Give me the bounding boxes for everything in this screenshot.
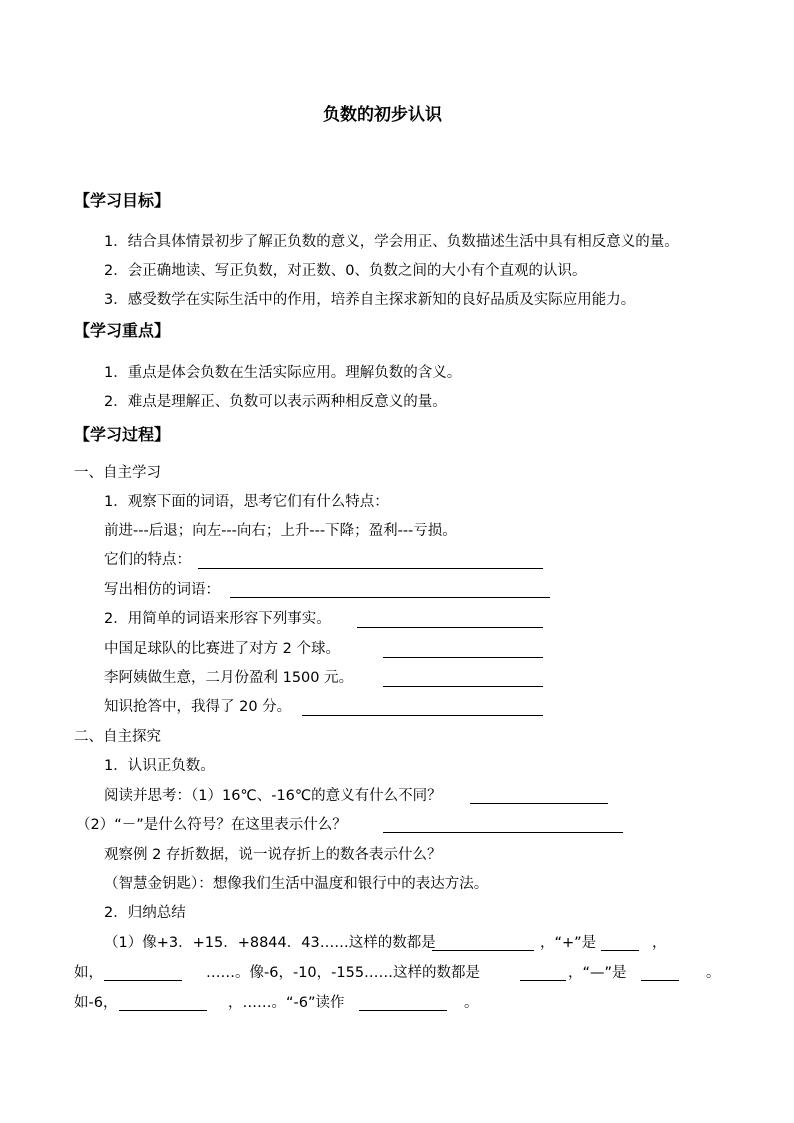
summary-text: ，“+”是 <box>540 935 597 951</box>
fact-3-blank[interactable] <box>302 715 543 716</box>
part1-title: 一、自主学习 <box>74 465 161 481</box>
fact-1-blank[interactable] <box>383 657 543 658</box>
negative-example-blank[interactable] <box>119 1010 207 1011</box>
part2-question-2: 2．归纳总结 <box>104 905 186 921</box>
goal-item: 2．会正确地读、写正负数，对正数、0、负数之间的大小有个直观的认识。 <box>104 263 587 279</box>
negative-number-blank[interactable] <box>520 980 566 981</box>
goal-item: 3．感受数学在实际生活中的作用，培养自主探求新知的良好品质及实际应用能力。 <box>104 292 636 308</box>
summary-text: 如， <box>74 965 103 981</box>
goals-heading: 【学习目标】 <box>74 191 171 210</box>
summary-text: 。 <box>706 965 721 981</box>
part2-question-1: 1．认识正负数。 <box>104 758 215 774</box>
summary-text: ……。像-6，-10，-155……这样的数都是 <box>206 965 481 981</box>
symbol-answer-blank[interactable] <box>383 832 623 833</box>
summary-text: （1）像+3．+15．+8844．43……这样的数都是 <box>104 935 436 951</box>
key-points-heading: 【学习重点】 <box>74 321 171 340</box>
read-and-think: 阅读并思考：（1）16℃、-16℃的意义有什么不同？ <box>104 788 442 804</box>
similar-words-blank[interactable] <box>230 597 550 598</box>
observe-example: 观察例 2 存折数据，说一说存折上的数各表示什么？ <box>104 847 442 863</box>
summary-text: 如-6， <box>74 995 118 1011</box>
minus-sign-blank[interactable] <box>641 980 679 981</box>
feature-answer-blank[interactable] <box>198 568 543 569</box>
part1-question-2: 2．用简单的词语来形容下列事实。 <box>104 611 331 627</box>
key-point-item: 2．难点是理解正、负数可以表示两种相反意义的量。 <box>104 394 447 410</box>
page-title: 负数的初步认识 <box>323 105 442 125</box>
process-heading: 【学习过程】 <box>74 425 171 444</box>
key-point-item: 1．重点是体会负数在生活实际应用。理解负数的含义。 <box>104 365 462 381</box>
summary-text: ，……。“-6”读作 <box>228 995 345 1011</box>
question-2-blank[interactable] <box>357 627 543 628</box>
similar-words-label: 写出相仿的词语： <box>104 582 220 598</box>
goal-item: 1．结合具体情景初步了解正负数的意义，学会用正、负数描述生活中具有相反意义的量。 <box>104 234 679 250</box>
wisdom-hint: （智慧金钥匙）：想像我们生活中温度和银行中的表达方法。 <box>104 876 489 892</box>
feature-label: 它们的特点： <box>104 552 191 568</box>
part1-question-1: 1．观察下面的词语，思考它们有什么特点： <box>104 494 389 510</box>
summary-text: ，“—”是 <box>568 965 627 981</box>
positive-example-blank[interactable] <box>104 980 182 981</box>
fact-item: 知识抢答中，我得了 20 分。 <box>104 699 292 715</box>
fact-2-blank[interactable] <box>383 686 543 687</box>
reading-blank[interactable] <box>359 1010 447 1011</box>
read-think-blank[interactable] <box>470 803 608 804</box>
positive-number-blank[interactable] <box>432 950 534 951</box>
summary-text: ， <box>652 935 667 951</box>
summary-text: 。 <box>464 995 479 1011</box>
part2-title: 二、自主探究 <box>74 729 161 745</box>
fact-item: 李阿姨做生意，二月份盈利 1500 元。 <box>104 670 354 686</box>
plus-sign-blank[interactable] <box>601 950 639 951</box>
symbol-question: （2）“－”是什么符号？在这里表示什么？ <box>76 817 347 833</box>
fact-item: 中国足球队的比赛进了对方 2 个球。 <box>104 641 340 657</box>
antonym-words: 前进---后退；向左---向右；上升---下降；盈利---亏损。 <box>104 523 457 539</box>
